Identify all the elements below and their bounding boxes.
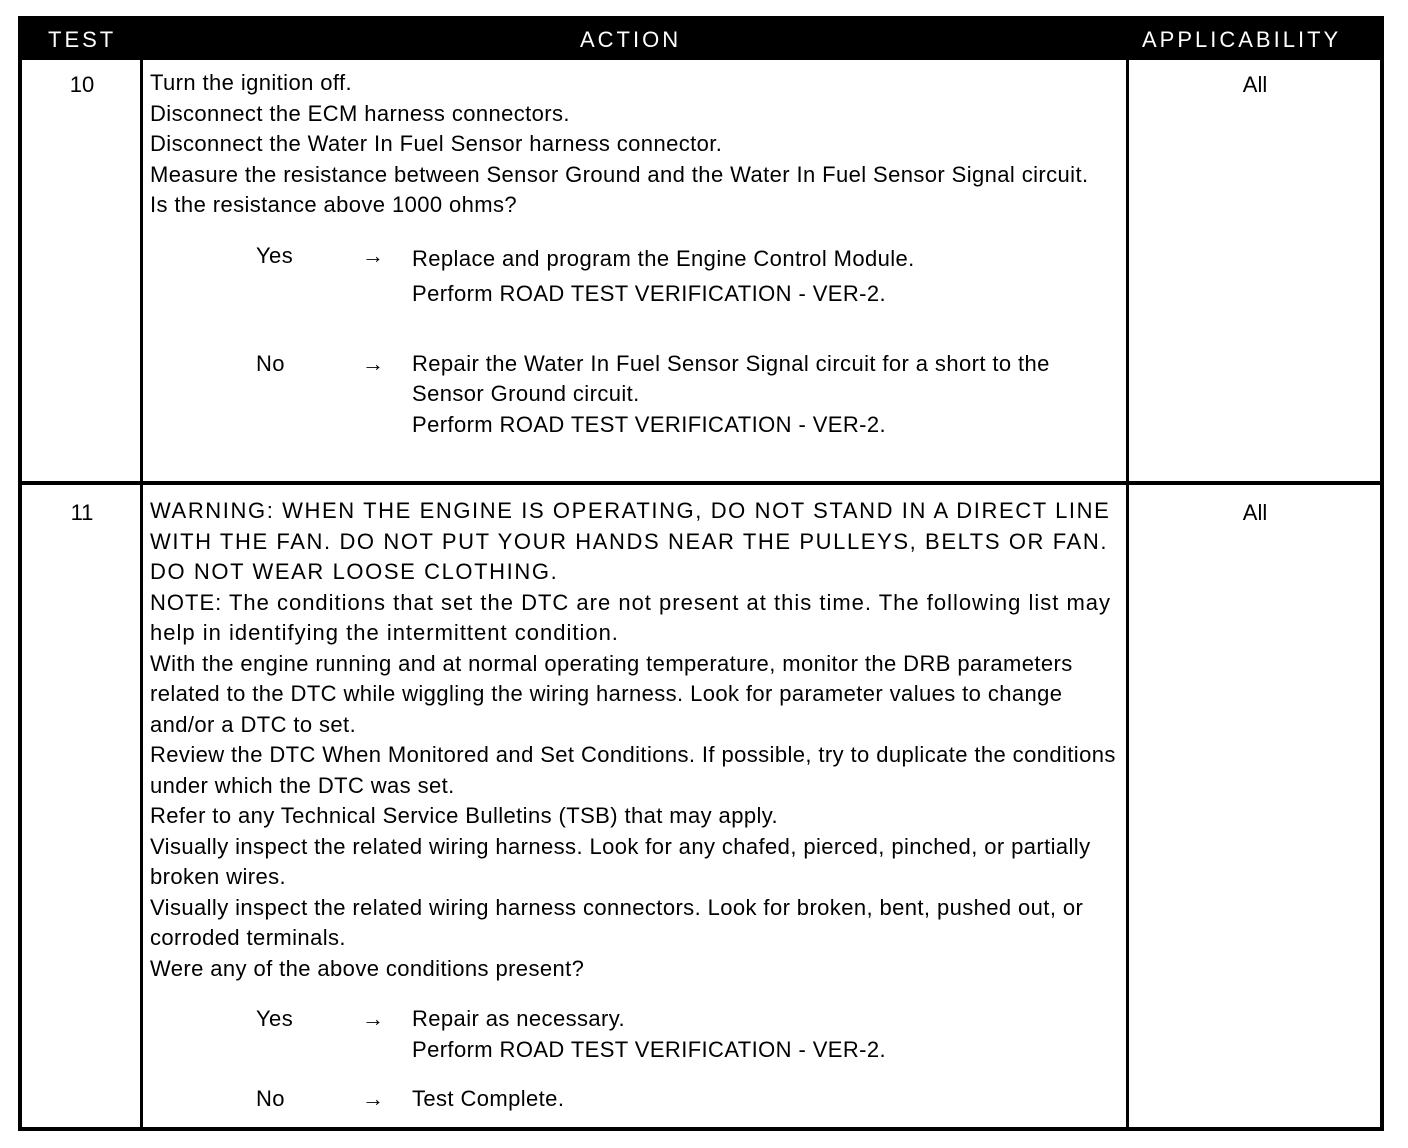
action-line: Disconnect the Water In Fuel Sensor harness connector. [150,131,723,156]
result-line: Perform ROAD TEST VERIFICATION - VER-2. [412,1036,887,1062]
row-10-applicability: All [1242,72,1268,97]
row-divider [22,481,1380,485]
arrow-icon: → [362,1086,385,1111]
no-label: No [256,1086,285,1111]
no-result [412,1084,1122,1115]
yes-branch [150,241,1122,311]
table-header [22,20,1380,60]
result-line: Test Complete. [412,1086,565,1111]
action-line: Visually inspect the related wiring harness. Look for any chafed, pierced, pinched, or partially broken wires. [150,833,1091,889]
action-line: Turn the ignition off. [150,70,353,95]
action-line: Disconnect the ECM harness connectors. [150,100,570,126]
row-10-action [150,68,1122,440]
column-divider [140,20,143,1127]
yes-result [412,241,1122,311]
yes-label: Yes [256,242,294,268]
result-line: Replace and program the Engine Control Module. [412,245,915,271]
arrow-icon: → [362,350,385,376]
arrow-icon: → [362,1006,385,1031]
no-label: No [256,350,285,376]
yes-result [412,1004,1122,1065]
row-11-test-number: 11 [70,500,94,525]
no-branch [150,1084,1122,1115]
row-11-action [150,496,1122,1115]
header-test: TEST [48,27,117,52]
diagnostic-table [18,16,1384,1131]
row-11-applicability: All [1242,500,1268,525]
action-line: Is the resistance above 1000 ohms? [150,192,518,217]
warning-text: WARNING: WHEN THE ENGINE IS OPERATING, DO NOT STAND IN A DIRECT LINE WITH THE FAN. DO NOT PUT YOUR HANDS NEAR THE PULLEYS, BELTS OR FAN. DO NOT WEAR LOOSE CLOTHING. [150,498,1111,584]
action-line: Visually inspect the related wiring harness connectors. Look for broken, bent, pushed out, or corroded terminals. [150,894,1084,950]
column-divider [1126,20,1129,1127]
action-line: Review the DTC When Monitored and Set Conditions. If possible, try to duplicate the conditions under which the DTC was set. [150,742,1116,798]
result-line: Perform ROAD TEST VERIFICATION - VER-2. [412,280,887,306]
no-result [412,349,1122,441]
arrow-icon: → [362,242,385,268]
result-line: Repair the Water In Fuel Sensor Signal circuit for a short to the Sensor Ground circuit. [412,350,1050,406]
result-line: Perform ROAD TEST VERIFICATION - VER-2. [412,411,887,437]
note-text: NOTE: The conditions that set the DTC are not present at this time. The following list may help in identifying the intermittent condition. [150,589,1112,645]
action-line: Measure the resistance between Sensor Ground and the Water In Fuel Sensor Signal circuit. [150,161,1089,187]
yes-branch [150,1004,1122,1065]
header-action: ACTION [580,27,682,52]
action-line: With the engine running and at normal operating temperature, monitor the DRB parameters related to the DTC while wiggling the wiring harness. Look for parameter values to change and/or a DTC to set. [150,650,1073,737]
result-line: Repair as necessary. [412,1006,626,1031]
header-applicability: APPLICABILITY [1142,27,1342,52]
yes-label: Yes [256,1006,294,1031]
row-10-test-number: 10 [69,72,95,97]
action-line: Refer to any Technical Service Bulletins (TSB) that may apply. [150,803,779,828]
action-line: Were any of the above conditions present? [150,955,585,981]
no-branch [150,349,1122,441]
